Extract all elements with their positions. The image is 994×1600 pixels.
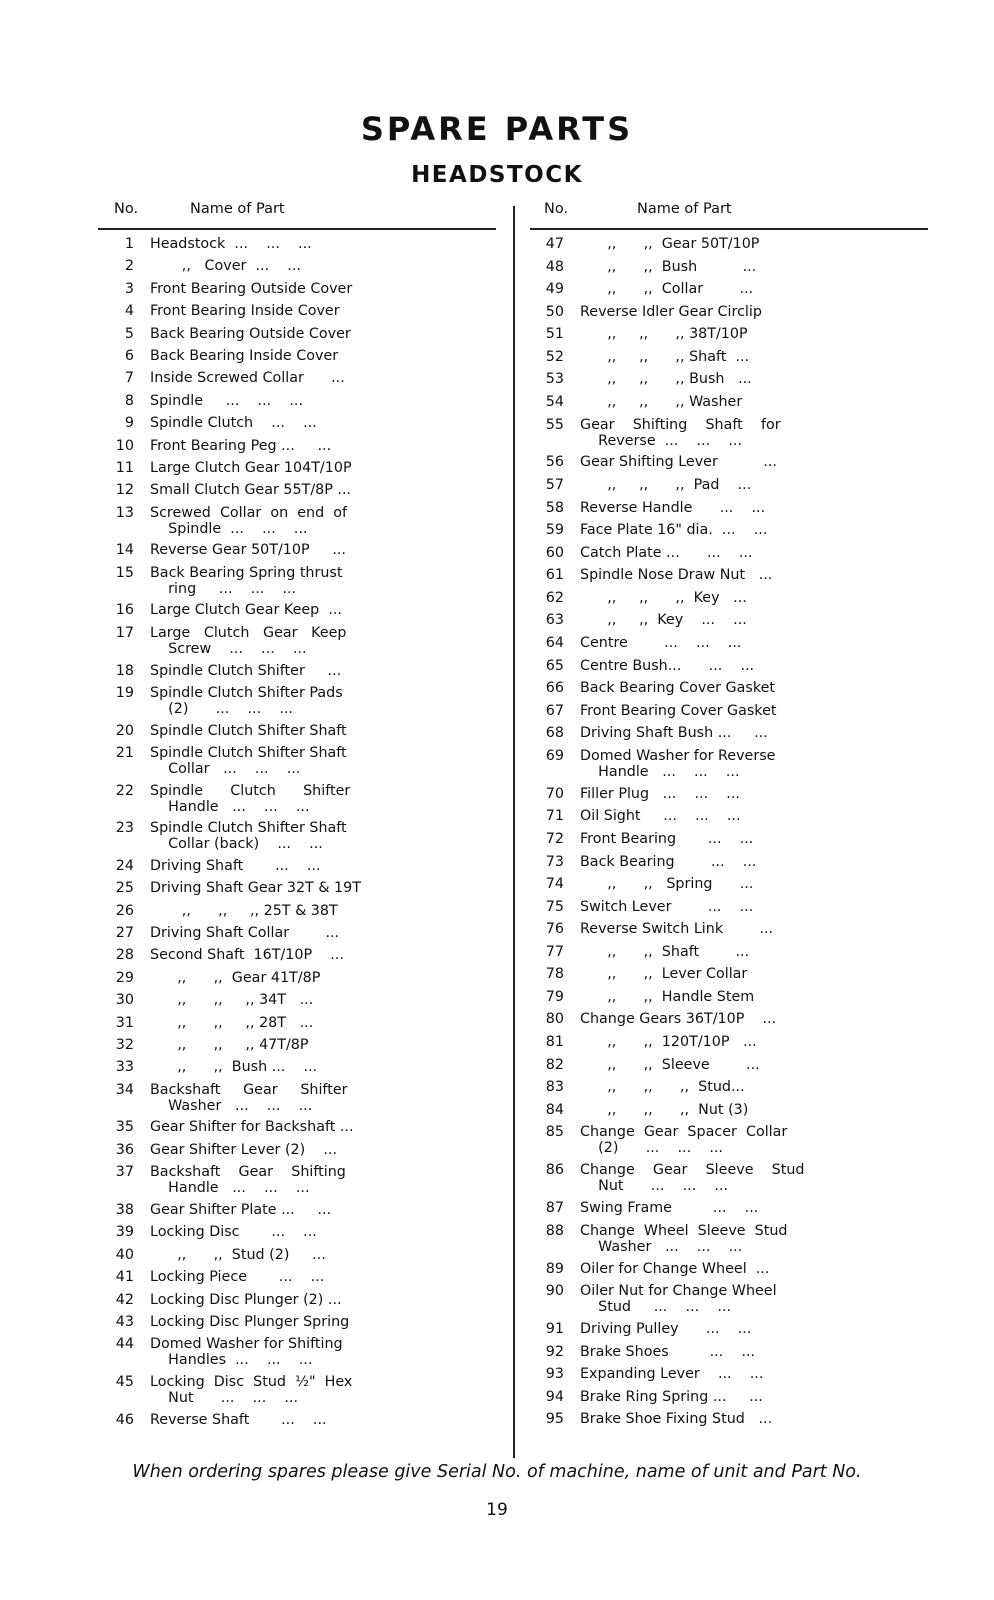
part-name: Expanding Lever ... ... (580, 1366, 764, 1383)
part-number: 72 (545, 830, 564, 847)
part-name: Back Bearing Spring thrust ring ... ... ... (150, 564, 343, 597)
part-name: Small Clutch Gear 55T/8P ... (150, 482, 352, 499)
part-name: Change Gear Spacer Collar (2) ... ... ... (580, 1124, 788, 1157)
part-name: ,, ,, Bush ... (580, 258, 757, 275)
part-name: Locking Piece ... ... (150, 1269, 325, 1286)
part-number: 35 (115, 1119, 134, 1136)
part-name: Spindle Clutch Shifter Pads (2) ... ... ... (150, 684, 343, 717)
part-name: ,, ,, Stud (2) ... (150, 1246, 326, 1263)
part-name: Back Bearing ... ... (580, 853, 757, 870)
part-number: 78 (545, 966, 564, 983)
part-name: Locking Disc Plunger (2) ... (150, 1291, 342, 1308)
part-name: ,, ,, ,, Pad ... (580, 477, 752, 494)
part-number: 66 (545, 680, 564, 697)
part-number: 60 (545, 544, 564, 561)
part-name: Headstock ... ... ... (150, 236, 312, 252)
part-name: Oil Sight ... ... ... (580, 808, 741, 825)
part-name: Front Bearing Inside Cover (150, 303, 340, 320)
part-number: 53 (545, 371, 564, 388)
part-number: 5 (124, 325, 134, 342)
part-name: Large Clutch Gear Keep Screw ... ... ... (150, 624, 347, 657)
part-number: 75 (545, 898, 564, 915)
part-name: Domed Washer for Shifting Handles ... ... ... (150, 1336, 343, 1369)
part-number: 38 (115, 1201, 134, 1218)
part-number: 69 (545, 747, 564, 764)
part-number: 39 (115, 1224, 134, 1241)
part-number: 43 (115, 1313, 134, 1330)
left-header-no: No. (114, 201, 139, 217)
part-name: ,, ,, Sleeve ... (580, 1056, 760, 1073)
part-name: Spindle Nose Draw Nut ... (580, 567, 773, 584)
part-number: 4 (124, 303, 134, 320)
part-name: ,, Cover ... ... (150, 258, 301, 275)
part-number: 47 (545, 236, 564, 252)
part-number: 84 (545, 1101, 564, 1118)
right-header-no: No. (544, 201, 569, 217)
left-header-name: Name of Part (190, 201, 285, 217)
part-name: Spindle Clutch Shifter Shaft Collar (back) ... ... (150, 820, 347, 853)
part-name: ,, ,, Key ... ... (580, 612, 747, 629)
part-name: Spindle ... ... ... (150, 392, 304, 409)
part-number: 29 (115, 969, 134, 986)
part-name: ,, ,, ,, 25T & 38T (150, 902, 338, 919)
part-name: Driving Shaft Bush ... ... (580, 725, 768, 742)
ordering-note: When ordering spares please give Serial No. of machine, name of unit and Part No. (132, 1462, 862, 1482)
right-header-name: Name of Part (637, 201, 732, 217)
part-number: 24 (115, 857, 134, 874)
part-number: 22 (115, 782, 134, 799)
page-number: 19 (486, 1500, 508, 1520)
part-name: Switch Lever ... ... (580, 898, 754, 915)
part-name: ,, ,, ,, 28T ... (150, 1014, 314, 1031)
part-number: 76 (545, 921, 564, 938)
part-number: 11 (115, 460, 134, 476)
part-name: Backshaft Gear Shifter Washer ... ... ... (150, 1081, 348, 1114)
part-name: ,, ,, Gear 50T/10P (580, 236, 760, 252)
part-number: 36 (115, 1141, 134, 1158)
part-name: ,, ,, Shaft ... (580, 943, 750, 960)
part-name: Change Gear Sleeve Stud Nut ... ... ... (580, 1162, 805, 1195)
part-number: 92 (545, 1343, 564, 1360)
part-number: 15 (115, 564, 134, 581)
part-number: 37 (115, 1164, 134, 1181)
part-number: 77 (545, 943, 564, 960)
part-number: 64 (545, 635, 564, 652)
part-number: 54 (545, 393, 564, 410)
part-name: ,, ,, Bush ... ... (150, 1059, 318, 1076)
part-name: Spindle Clutch Shifter Handle ... ... ... (150, 782, 351, 815)
part-name: ,, ,, ,, 38T/10P (580, 326, 748, 343)
part-name: ,, ,, ,, Washer (580, 393, 743, 410)
part-number: 9 (124, 415, 134, 432)
part-name: ,, ,, ,, Key ... (580, 589, 747, 606)
part-number: 30 (115, 992, 134, 1009)
part-number: 67 (545, 702, 564, 719)
part-number: 49 (545, 281, 564, 298)
part-number: 85 (545, 1124, 564, 1141)
part-number: 74 (545, 876, 564, 893)
part-name: Spindle Clutch Shifter Shaft Collar ... ... ... (150, 744, 347, 777)
part-number: 73 (545, 853, 564, 870)
part-number: 10 (115, 437, 134, 454)
part-name: Swing Frame ... ... (580, 1200, 759, 1217)
part-number: 46 (115, 1411, 134, 1428)
part-name: Locking Disc Plunger Spring (150, 1313, 350, 1330)
part-number: 52 (545, 348, 564, 365)
part-name: ,, ,, Collar ... (580, 281, 754, 298)
part-name: Back Bearing Inside Cover (150, 348, 339, 364)
part-name: Reverse Gear 50T/10P ... (150, 542, 346, 559)
part-number: 12 (115, 482, 134, 499)
part-name: Catch Plate ... ... ... (580, 544, 753, 561)
part-number: 63 (545, 612, 564, 629)
part-number: 81 (545, 1034, 564, 1051)
part-number: 58 (545, 499, 564, 516)
part-number: 61 (545, 567, 564, 584)
part-number: 27 (115, 925, 134, 942)
part-number: 71 (545, 808, 564, 825)
part-name: Second Shaft 16T/10P ... (150, 947, 344, 964)
part-name: Front Bearing ... ... (580, 830, 754, 847)
part-number: 7 (124, 370, 134, 387)
part-number: 44 (115, 1336, 134, 1353)
part-number: 70 (545, 785, 564, 802)
part-number: 55 (545, 416, 564, 433)
part-name: Spindle Clutch Shifter ... (150, 662, 342, 679)
part-number: 34 (115, 1081, 134, 1098)
part-name: Gear Shifting Shaft for Reverse ... ... ... (580, 416, 781, 449)
part-name: Oiler Nut for Change Wheel Stud ... ... ... (580, 1283, 777, 1316)
page-title: SPARE PARTS (360, 110, 634, 148)
part-name: Brake Shoes ... ... (580, 1343, 756, 1360)
part-number: 62 (545, 589, 564, 606)
part-number: 23 (115, 820, 134, 837)
part-number: 1 (124, 236, 134, 252)
part-name: ,, ,, Gear 41T/8P (150, 969, 321, 986)
part-name: Gear Shifter for Backshaft ... (150, 1119, 354, 1136)
part-name: Centre ... ... ... (580, 635, 742, 652)
part-number: 95 (545, 1411, 564, 1428)
part-name: Driving Shaft ... ... (150, 857, 321, 874)
part-number: 40 (115, 1246, 134, 1263)
part-number: 91 (545, 1321, 564, 1338)
part-name: Gear Shifting Lever ... (580, 454, 777, 471)
part-name: Large Clutch Gear 104T/10P (150, 460, 352, 476)
part-name: Spindle Clutch ... ... (150, 415, 317, 432)
part-number: 6 (124, 348, 134, 364)
part-number: 25 (115, 880, 134, 897)
part-name: Backshaft Gear Shifting Handle ... ... ... (150, 1164, 346, 1197)
part-name: Filler Plug ... ... ... (580, 785, 740, 802)
part-number: 94 (545, 1388, 564, 1405)
part-number: 48 (545, 258, 564, 275)
part-number: 8 (124, 392, 134, 409)
part-name: Back Bearing Cover Gasket (580, 680, 776, 697)
part-name: ,, ,, Lever Collar (580, 966, 748, 983)
part-number: 17 (115, 624, 134, 641)
right-header-rule (530, 228, 928, 230)
part-name: ,, ,, ,, Bush ... (580, 371, 752, 388)
part-name: Front Bearing Outside Cover (150, 280, 353, 297)
section-title: HEADSTOCK (411, 162, 583, 188)
part-number: 83 (545, 1079, 564, 1096)
part-name: Driving Shaft Collar ... (150, 925, 340, 942)
part-name: Oiler for Change Wheel ... (580, 1260, 770, 1277)
part-number: 28 (115, 947, 134, 964)
part-name: Screwed Collar on end of Spindle ... ... ... (150, 504, 348, 537)
part-number: 86 (545, 1162, 564, 1179)
part-name: Brake Shoe Fixing Stud ... (580, 1411, 773, 1428)
part-name: Front Bearing Peg ... ... (150, 437, 332, 454)
part-name: Reverse Handle ... ... (580, 499, 766, 516)
part-number: 90 (545, 1283, 564, 1300)
part-name: Locking Disc Stud ½" Hex Nut ... ... ... (150, 1373, 353, 1406)
part-name: Reverse Shaft ... ... (150, 1411, 327, 1428)
part-name: Change Wheel Sleeve Stud Washer ... ... ... (580, 1222, 788, 1255)
part-number: 89 (545, 1260, 564, 1277)
part-name: Brake Ring Spring ... ... (580, 1388, 763, 1405)
part-name: ,, ,, Handle Stem (580, 988, 755, 1005)
part-number: 57 (545, 477, 564, 494)
part-number: 18 (115, 662, 134, 679)
part-number: 65 (545, 657, 564, 674)
part-number: 93 (545, 1366, 564, 1383)
part-number: 2 (124, 258, 134, 275)
part-number: 51 (545, 326, 564, 343)
part-name: Spindle Clutch Shifter Shaft (150, 722, 347, 739)
part-name: Locking Disc ... ... (150, 1224, 317, 1241)
part-name: Gear Shifter Plate ... ... (150, 1201, 332, 1218)
part-number: 14 (115, 542, 134, 559)
part-name: Front Bearing Cover Gasket (580, 702, 777, 719)
part-number: 79 (545, 988, 564, 1005)
part-number: 45 (115, 1373, 134, 1390)
part-number: 56 (545, 454, 564, 471)
part-name: Driving Shaft Gear 32T & 19T (150, 880, 361, 897)
part-name: Inside Screwed Collar ... (150, 370, 345, 387)
part-number: 21 (115, 744, 134, 761)
part-number: 16 (115, 602, 134, 619)
part-name: Driving Pulley ... ... (580, 1321, 752, 1338)
part-name: ,, ,, ,, 34T ... (150, 992, 314, 1009)
part-name: Gear Shifter Lever (2) ... (150, 1141, 338, 1158)
part-number: 26 (115, 902, 134, 919)
part-name: Face Plate 16" dia. ... ... (580, 522, 768, 539)
part-name: ,, ,, ,, Nut (3) (580, 1101, 749, 1118)
part-name: Back Bearing Outside Cover (150, 325, 351, 342)
part-number: 41 (115, 1269, 134, 1286)
part-name: ,, ,, 120T/10P ... (580, 1034, 757, 1051)
part-number: 20 (115, 722, 134, 739)
left-header-rule (98, 228, 496, 230)
part-number: 50 (545, 303, 564, 320)
column-divider (513, 206, 515, 1458)
part-number: 88 (545, 1222, 564, 1239)
part-name: ,, ,, ,, Shaft ... (580, 348, 750, 365)
part-number: 31 (115, 1014, 134, 1031)
part-name: ,, ,, Spring ... (580, 876, 754, 893)
part-number: 33 (115, 1059, 134, 1076)
part-name: Change Gears 36T/10P ... (580, 1011, 777, 1028)
part-number: 42 (115, 1291, 134, 1308)
part-name: Centre Bush... ... ... (580, 657, 755, 674)
part-name: ,, ,, ,, 47T/8P (150, 1037, 309, 1054)
part-number: 13 (115, 504, 134, 521)
part-number: 3 (124, 280, 134, 297)
part-number: 68 (545, 725, 564, 742)
part-number: 32 (115, 1037, 134, 1054)
part-name: Reverse Idler Gear Circlip (580, 303, 762, 320)
part-number: 80 (545, 1011, 564, 1028)
part-number: 82 (545, 1056, 564, 1073)
part-name: Reverse Switch Link ... (580, 921, 774, 938)
part-number: 19 (115, 684, 134, 701)
part-name: ,, ,, ,, Stud... (580, 1079, 745, 1096)
part-number: 59 (545, 522, 564, 539)
part-name: Domed Washer for Reverse Handle ... ... ... (580, 747, 776, 780)
part-number: 87 (545, 1200, 564, 1217)
part-name: Large Clutch Gear Keep ... (150, 602, 342, 619)
